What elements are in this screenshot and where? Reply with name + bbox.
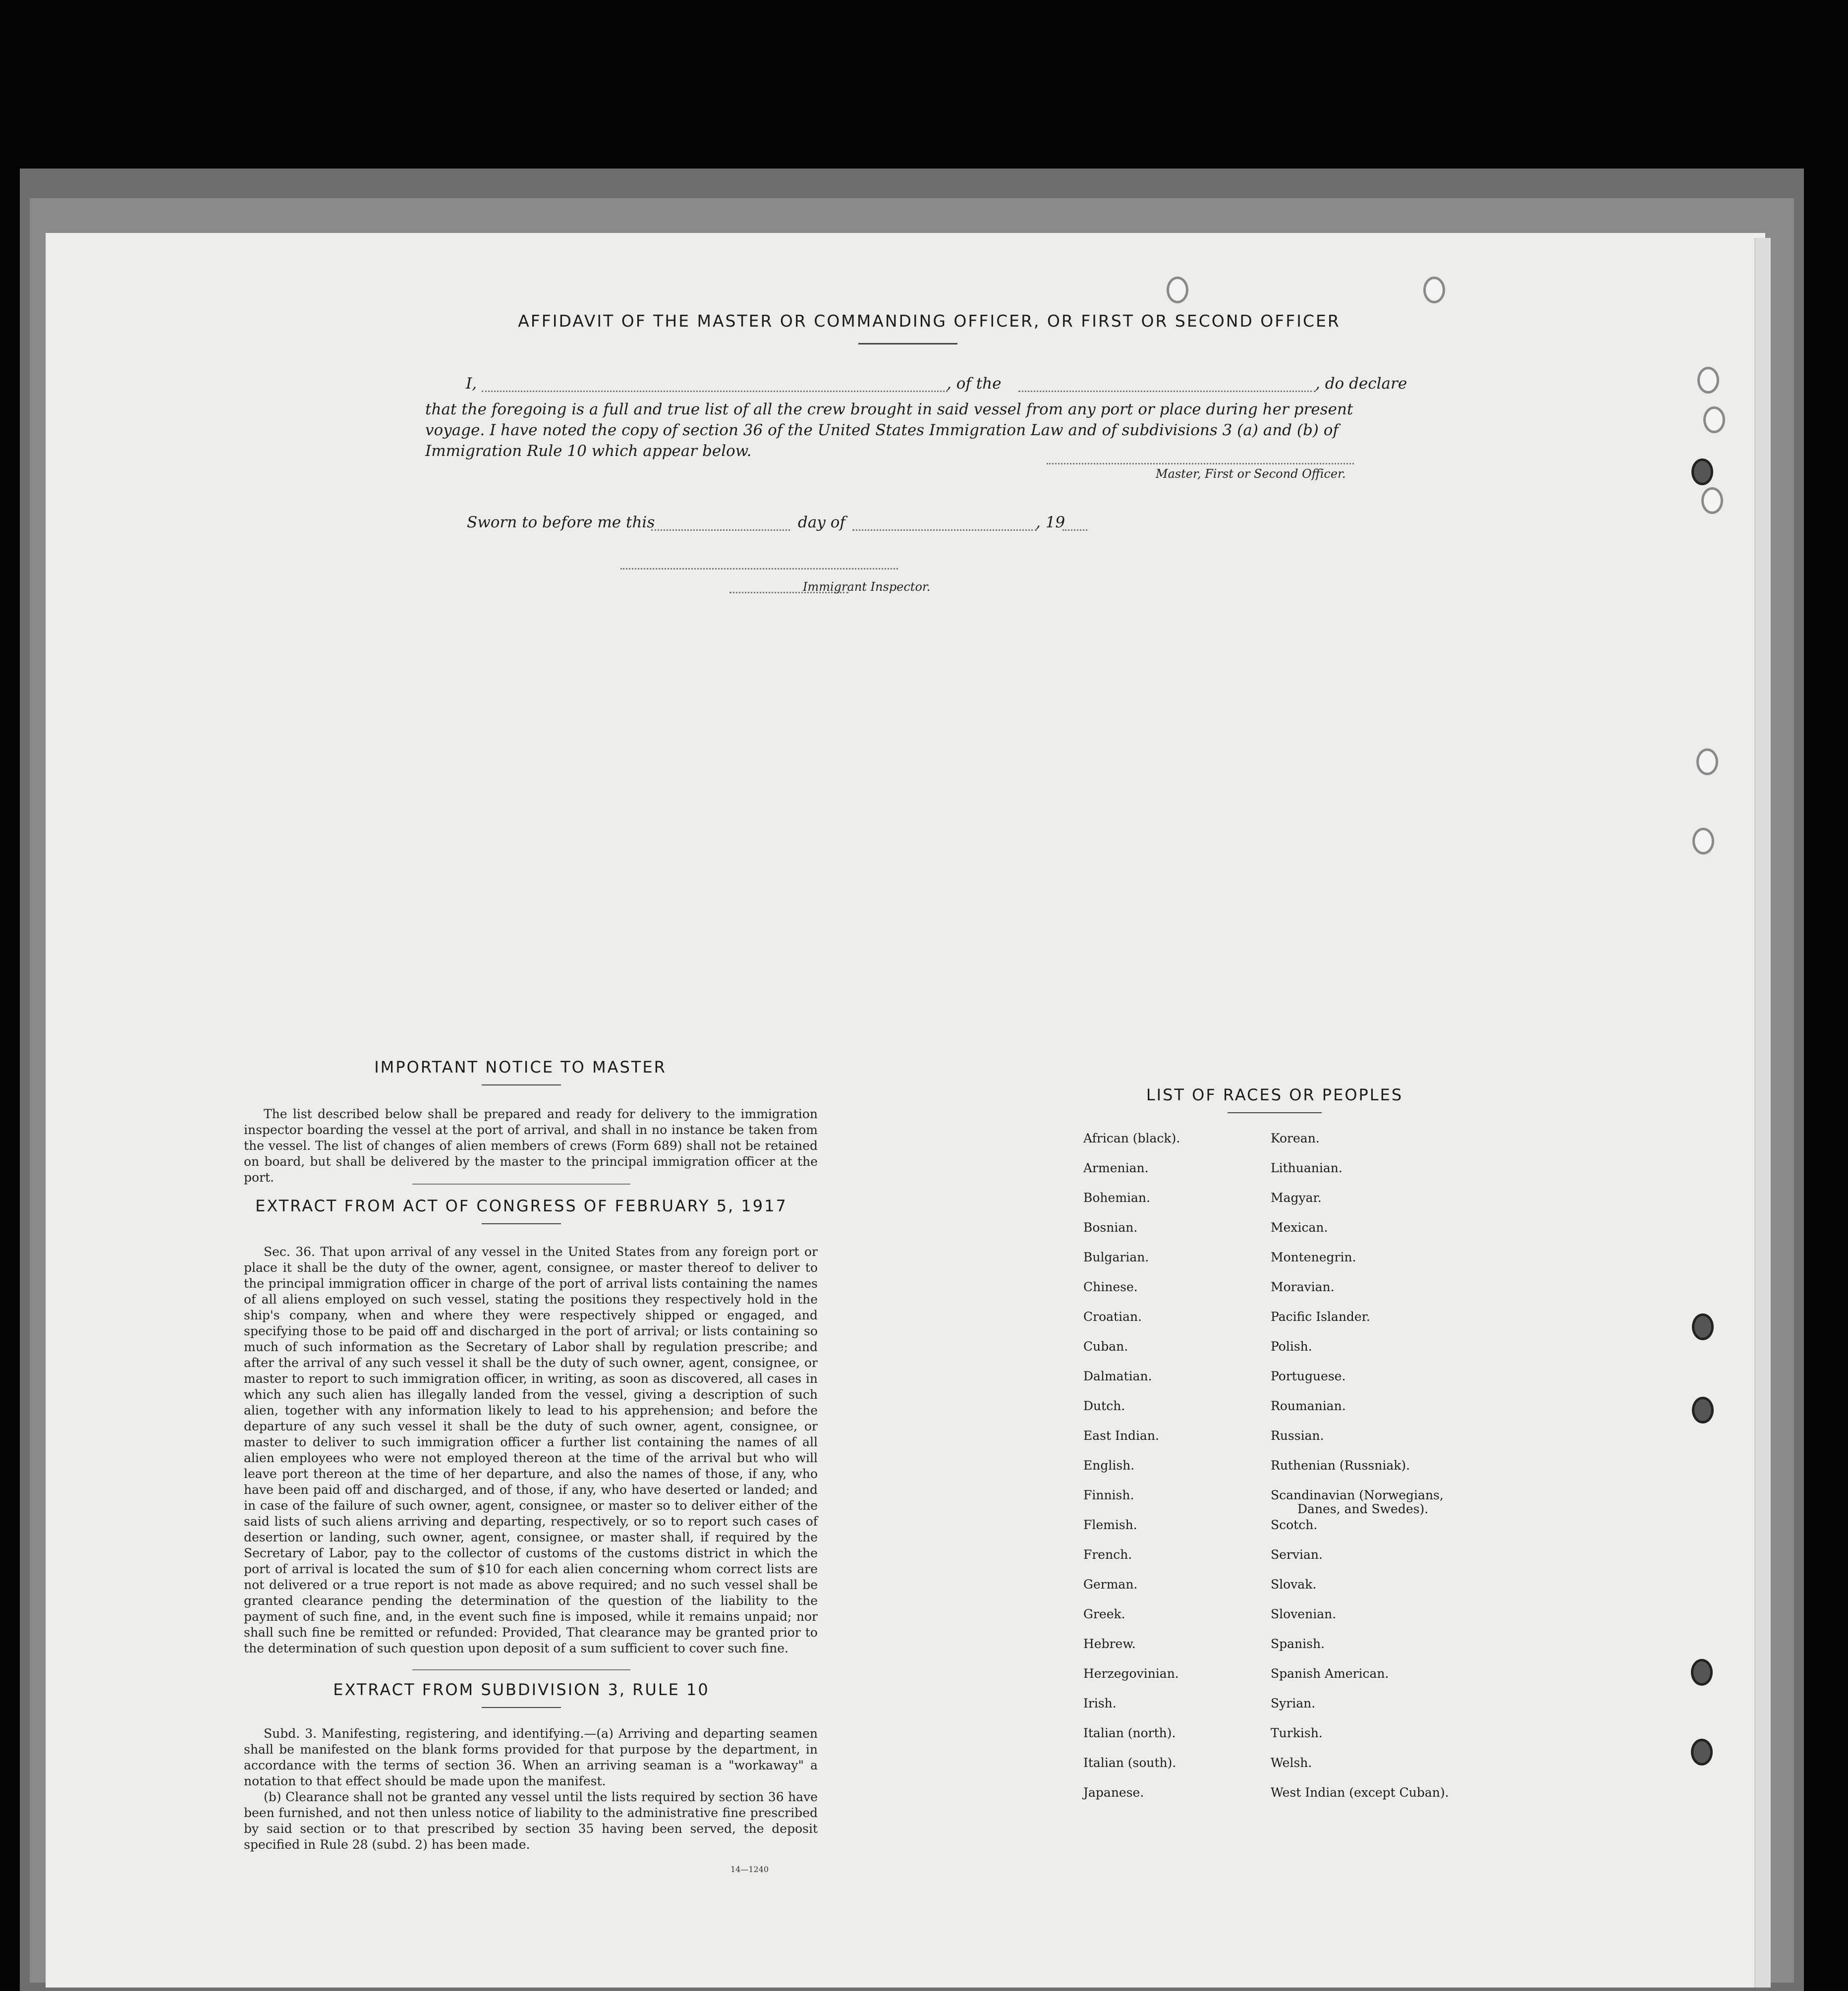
race-item: Chinese. (1083, 1280, 1138, 1294)
notice-rule (482, 1084, 561, 1085)
binder-hole (1696, 748, 1718, 775)
race-item: Syrian. (1271, 1696, 1316, 1710)
race-item: Roumanian. (1271, 1399, 1346, 1413)
binder-hole (1692, 828, 1714, 854)
binder-hole (1701, 487, 1723, 514)
race-item: Pacific Islander. (1271, 1309, 1370, 1324)
binder-hole (1692, 1313, 1714, 1340)
subdivision-a-paragraph: Subd. 3. Manifesting, registering, and identifying.—(a) Arriving and departing seamen shall be manifested on the blank forms provided for that purpose by the department, in accordance with the terms of section 36. When an arriving seaman is a "workaway" a notation to that effect should be made upon the manifest. (244, 1726, 818, 1788)
races-title: LIST OF RACES OR PEOPLES (1146, 1085, 1403, 1104)
race-item: Mexican. (1271, 1220, 1328, 1235)
race-item: Polish. (1271, 1339, 1312, 1354)
document-page (46, 233, 1765, 1988)
vessel-blank[interactable] (1018, 391, 1316, 392)
title-rule (858, 343, 957, 344)
binder-hole (1703, 406, 1725, 433)
form-number: 14—1240 (730, 1865, 769, 1874)
race-item: Bohemian. (1083, 1191, 1150, 1205)
inspector-label: Immigrant Inspector. (803, 580, 931, 594)
race-item: Korean. (1271, 1131, 1320, 1145)
race-item: Magyar. (1271, 1191, 1322, 1205)
act-body (244, 1244, 818, 1656)
year-blank[interactable] (1063, 529, 1087, 531)
race-item: Finnish. (1083, 1488, 1134, 1502)
day-of-text: day of (798, 513, 845, 531)
year-text: , 19 (1036, 513, 1065, 531)
punch-hole (1423, 277, 1445, 303)
notice-body (244, 1106, 818, 1186)
month-blank[interactable] (852, 529, 1037, 531)
binder-hole (1697, 367, 1719, 394)
inspector-dots-1 (620, 568, 898, 569)
notice-title: IMPORTANT NOTICE TO MASTER (374, 1058, 667, 1077)
race-item: Italian (south). (1083, 1756, 1176, 1770)
race-item: Welsh. (1271, 1756, 1312, 1770)
race-item: African (black). (1083, 1131, 1180, 1145)
rule-rule (482, 1707, 561, 1708)
race-item: Greek. (1083, 1607, 1125, 1621)
section-36-paragraph: Sec. 36. That upon arrival of any vessel in the United States from any foreign port or place it shall be the duty of the owner, agent, consignee, or master thereof to deliver to the principal immigration officer in charge of the port of arrival lists containing the names of all aliens employed on such vessel, stating the positions they respectively hold in the ship's company, when and where they were respectively shipped or engaged, and specifying those to be paid off and discharged in the port of arrival; or lists containing so much of such information as the Secretary of Labor shall by regulation prescribe; and after the arrival of any such vessel it shall be the duty of such owner, agent, consignee, or master to report to such immigration officer, in writing, as soon as discovered, all cases in which any such alien has illegally landed from the vessel, giving a description of such alien, together with any information likely to lead to his apprehension; and before the departure of any such vessel it shall be the duty of such owner, agent, consignee, or master to deliver to such immigration officer a further list containing the names of all alien employees who were not employed thereon at the time of the arrival but who will leave port thereon at the time of her departure, and also the names of those, if any, who have been paid off and discharged, and of those, if any, who have deserted or landed; and in case of the failure of such owner, agent, consignee, or master so to deliver either of the said lists of such aliens arriving and departing, respectively, or so to report such cases of desertion or landing, such owner, agent, consignee, or master shall, if required by the Secretary of Labor, pay to the collector of customs of the customs district in which the port of arrival is located the sum of $10 for each alien concerning whom correct lists are not delivered or a true report is not made as above required; and no such vessel shall be granted clearance pending the determination of the question of the liability to the payment of such fine, and, in the event such fine is imposed, while it remains unpaid; nor shall such fine be remitted or refunded: Provided, That clearance may be granted prior to the determination of such question upon deposit of a sum sufficient to cover such fine. (244, 1245, 818, 1655)
race-item: Japanese. (1083, 1785, 1144, 1800)
subdivision-b-paragraph: (b) Clearance shall not be granted any vessel until the lists required by section 36 have been furnished, and not then unless notice of liability to the administrative fine prescribed by said section or to that prescribed by section 35 having been served, the deposit specified in Rule 28 (subd. 2) has been made. (244, 1790, 818, 1852)
page-edge (1754, 238, 1771, 1988)
race-item: West Indian (except Cuban). (1271, 1785, 1449, 1800)
sworn-text: Sworn to before me this (467, 513, 655, 531)
affidavit-title: AFFIDAVIT OF THE MASTER OR COMMANDING OFFICER, OR FIRST OR SECOND OFFICER (518, 311, 1341, 331)
race-item: Flemish. (1083, 1518, 1137, 1532)
affidavit-do-declare: , do declare (1315, 375, 1407, 393)
binder-hole (1691, 458, 1713, 485)
race-item: English. (1083, 1458, 1135, 1473)
race-item: Scandinavian (Norwegians, (1271, 1488, 1444, 1502)
race-item: Croatian. (1083, 1309, 1142, 1324)
punch-hole (1167, 277, 1188, 303)
rule-title: EXTRACT FROM SUBDIVISION 3, RULE 10 (333, 1680, 710, 1699)
race-item: Bosnian. (1083, 1220, 1138, 1235)
race-item: Moravian. (1271, 1280, 1335, 1294)
act-rule (482, 1223, 561, 1224)
race-item: Spanish American. (1271, 1666, 1389, 1681)
race-item: Servian. (1271, 1547, 1323, 1562)
notice-paragraph: The list described below shall be prepared and ready for delivery to the immigration inspector boarding the vessel at the port of arrival, and shall in no instance be taken from the vessel. The list of changes of alien members of crews (Form 689) shall not be retained on board, but shall be delivered by the master to the principal immigration officer at the port. (244, 1107, 818, 1185)
race-item: Slovenian. (1271, 1607, 1337, 1621)
bleed-through (120, 342, 132, 365)
race-item: Lithuanian. (1271, 1161, 1343, 1175)
section-divider (412, 1669, 630, 1670)
race-item: Scotch. (1271, 1518, 1318, 1532)
affidavit-line-4: Immigration Rule 10 which appear below. (425, 442, 752, 460)
race-item: Cuban. (1083, 1339, 1128, 1354)
binder-hole (1691, 1739, 1713, 1765)
signature-label: Master, First or Second Officer. (1156, 467, 1346, 481)
name-blank[interactable] (482, 391, 948, 392)
race-item: Montenegrin. (1271, 1250, 1356, 1264)
section-divider (412, 1184, 630, 1185)
affidavit-line-3: voyage. I have noted the copy of section 36 of the United States Immigration Law and of subdivisions 3 (a) and (b) of (425, 421, 1339, 439)
race-item: Slovak. (1271, 1577, 1317, 1592)
binder-hole (1692, 1397, 1714, 1423)
affidavit-line-2: that the foregoing is a full and true list of all the crew brought in said vessel from any port or place during her present (425, 400, 1353, 418)
race-item: Dutch. (1083, 1399, 1125, 1413)
race-item: East Indian. (1083, 1428, 1159, 1443)
signature-blank[interactable] (1047, 463, 1354, 464)
day-blank[interactable] (651, 529, 790, 531)
race-item: Armenian. (1083, 1161, 1149, 1175)
race-item: Ruthenian (Russniak). (1271, 1458, 1410, 1473)
race-item: Hebrew. (1083, 1637, 1136, 1651)
race-item: French. (1083, 1547, 1132, 1562)
race-item: Turkish. (1271, 1726, 1323, 1740)
race-item: Dalmatian. (1083, 1369, 1152, 1383)
race-item: Danes, and Swedes). (1297, 1502, 1429, 1516)
race-item: Portuguese. (1271, 1369, 1346, 1383)
affidavit-i: I, (466, 375, 477, 393)
act-title: EXTRACT FROM ACT OF CONGRESS OF FEBRUARY 5, 1917 (255, 1196, 787, 1215)
race-item: German. (1083, 1577, 1138, 1592)
race-item: Italian (north). (1083, 1726, 1176, 1740)
rule-body (244, 1726, 818, 1853)
race-item: Russian. (1271, 1428, 1324, 1443)
affidavit-of-the: , of the (947, 375, 1002, 393)
race-item: Bulgarian. (1083, 1250, 1149, 1264)
race-item: Spanish. (1271, 1637, 1325, 1651)
race-item: Herzegovinian. (1083, 1666, 1179, 1681)
binder-hole (1691, 1659, 1713, 1686)
race-item: Irish. (1083, 1696, 1117, 1710)
races-rule (1228, 1112, 1322, 1113)
